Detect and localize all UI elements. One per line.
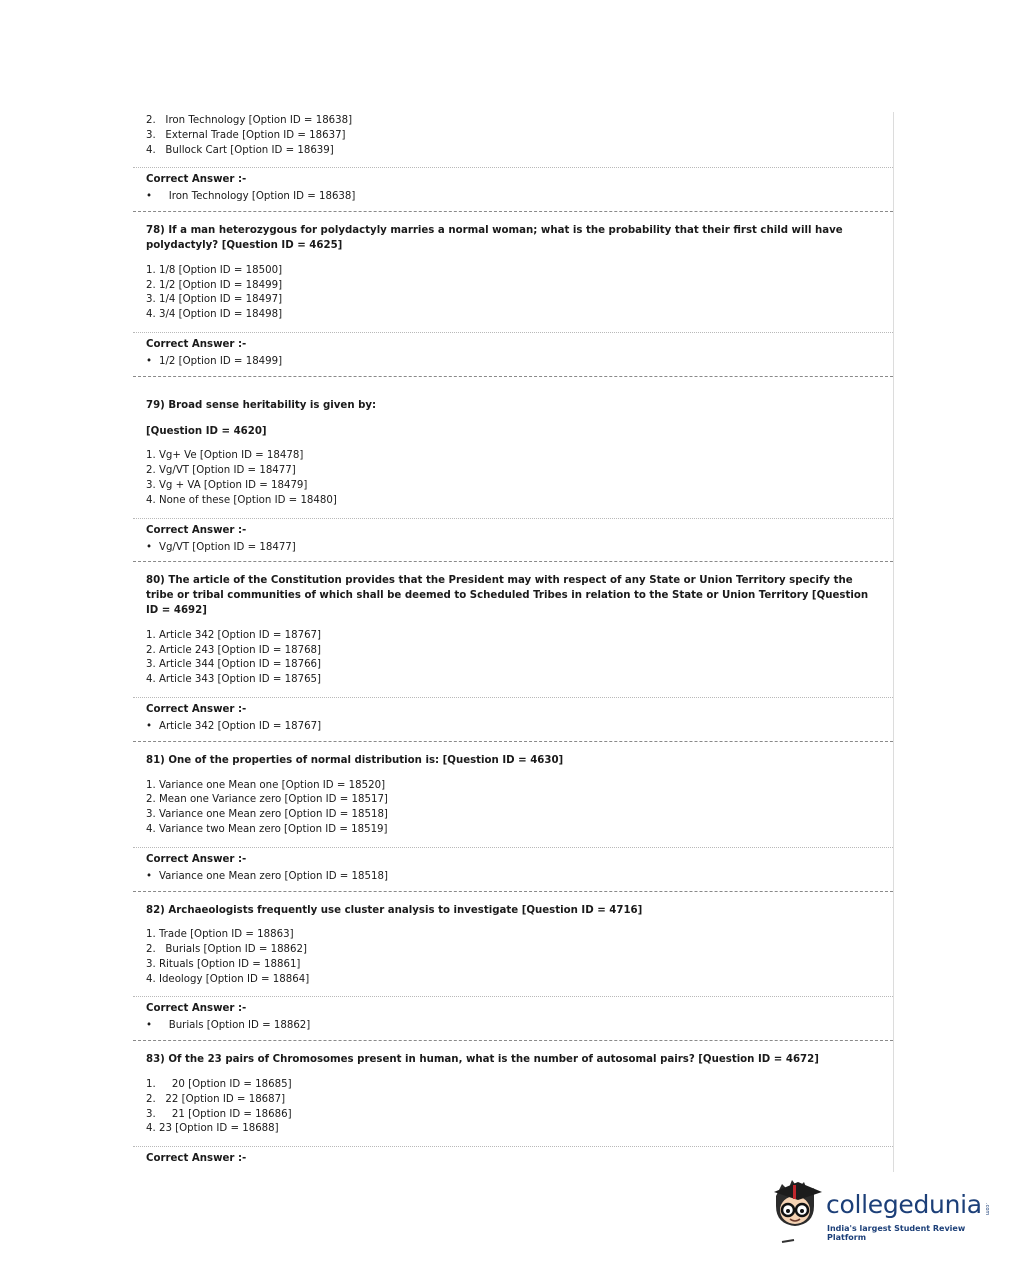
option-item: 4. None of these [Option ID = 18480] <box>146 494 337 506</box>
correct-answer: • Vg/VT [Option ID = 18477] <box>146 541 296 553</box>
options-list <box>146 629 893 688</box>
correct-answer-label: Correct Answer :- <box>146 853 247 865</box>
option-item: 2. Article 243 [Option ID = 18768] <box>146 644 322 656</box>
option-item: 4. Article 343 [Option ID = 18765] <box>146 674 322 686</box>
question-text: 83) Of the 23 pairs of Chromosomes present in human, what is the number of autosomal pairs? [Question ID = 4672] <box>146 1054 819 1066</box>
correct-answer-label: Correct Answer :- <box>146 338 247 350</box>
correct-answer: • Article 342 [Option ID = 18767] <box>146 720 322 732</box>
correct-answer: • Iron Technology [Option ID = 18638] <box>146 191 356 203</box>
question-text: 80) The article of the Constitution provides that the President may with respect of any State or Union Territory specify the tribe or tribal communities of which shall be deemed to Scheduled Tribes in relation to the State or Union Territory [Question ID = 4692] <box>146 575 869 616</box>
option-item: 4. 3/4 [Option ID = 18498] <box>146 309 283 321</box>
option-item: 3. 21 [Option ID = 18686] <box>146 1108 292 1120</box>
option-item: 1. 20 [Option ID = 18685] <box>146 1079 292 1091</box>
correct-answer-label: Correct Answer :- <box>146 524 247 536</box>
options-list <box>146 264 893 323</box>
correct-answer-label: Correct Answer :- <box>146 703 247 715</box>
question-text: 81) One of the properties of normal distribution is: [Question ID = 4630] <box>146 754 564 766</box>
question-block <box>133 892 893 988</box>
logo-tagline: India's largest Student Review Platform <box>827 1224 966 1242</box>
option-item: 1. 1/8 [Option ID = 18500] <box>146 264 283 276</box>
options-list <box>146 779 893 838</box>
options-list <box>146 449 893 508</box>
correct-answer: • 1/2 [Option ID = 18499] <box>146 355 283 367</box>
question-text: 82) Archaeologists frequently use cluster analysis to investigate [Question ID = 4716] <box>146 904 643 916</box>
option-item: 3. Vg + VA [Option ID = 18479] <box>146 479 308 491</box>
correct-answer: • Variance one Mean zero [Option ID = 18518] <box>146 870 388 882</box>
correct-answer-label: Correct Answer :- <box>146 174 247 186</box>
correct-answer: • Burials [Option ID = 18862] <box>146 1020 311 1032</box>
question-block <box>133 377 893 509</box>
option-item: 3. Rituals [Option ID = 18861] <box>146 958 301 970</box>
options-list <box>146 928 893 987</box>
logo-wordmark: collegedunia <box>826 1190 982 1219</box>
options-list <box>133 112 893 158</box>
option-item: 2. Burials [Option ID = 18862] <box>146 944 307 956</box>
option-item: 3. 1/4 [Option ID = 18497] <box>146 294 283 306</box>
question-sheet <box>133 112 894 1172</box>
mascot-icon <box>768 1176 828 1248</box>
option-item: 2. 22 [Option ID = 18687] <box>146 1093 286 1105</box>
question-block <box>133 1041 893 1137</box>
option-item: 4. Bullock Cart [Option ID = 18639] <box>146 144 334 156</box>
option-item: 3. Article 344 [Option ID = 18766] <box>146 659 322 671</box>
options-list <box>146 1078 893 1137</box>
option-item: 4. 23 [Option ID = 18688] <box>146 1123 279 1135</box>
option-item: 2. Mean one Variance zero [Option ID = 18517] <box>146 794 388 806</box>
logo-domain: .com <box>984 1203 990 1216</box>
question-block <box>133 742 893 838</box>
option-item: 1. Article 342 [Option ID = 18767] <box>146 629 322 641</box>
option-item: 2. 1/2 [Option ID = 18499] <box>146 279 283 291</box>
question-text: 78) If a man heterozygous for polydactyly marries a normal woman; what is the probability that their first child will have polydactyly? [Question ID = 4625] <box>146 225 843 251</box>
option-item: 1. Variance one Mean one [Option ID = 18520] <box>146 779 386 791</box>
option-item: 1. Trade [Option ID = 18863] <box>146 929 294 941</box>
option-item: 1. Vg+ Ve [Option ID = 18478] <box>146 450 304 462</box>
option-item: 2. Vg/VT [Option ID = 18477] <box>146 465 296 477</box>
correct-answer-label: Correct Answer :- <box>146 1153 247 1165</box>
option-item: 3. Variance one Mean zero [Option ID = 18518] <box>146 809 388 821</box>
question-text: 79) Broad sense heritability is given by: <box>146 399 377 411</box>
option-item: 3. External Trade [Option ID = 18637] <box>146 129 346 141</box>
option-item: 4. Variance two Mean zero [Option ID = 18519] <box>146 823 388 835</box>
question-id: [Question ID = 4620] <box>146 425 267 437</box>
question-block <box>133 562 893 688</box>
option-item: 4. Ideology [Option ID = 18864] <box>146 973 310 985</box>
question-block <box>133 212 893 323</box>
correct-answer-label: Correct Answer :- <box>146 1003 247 1015</box>
collegedunia-logo[interactable] <box>768 1176 998 1248</box>
option-item: 2. Iron Technology [Option ID = 18638] <box>146 115 353 126</box>
